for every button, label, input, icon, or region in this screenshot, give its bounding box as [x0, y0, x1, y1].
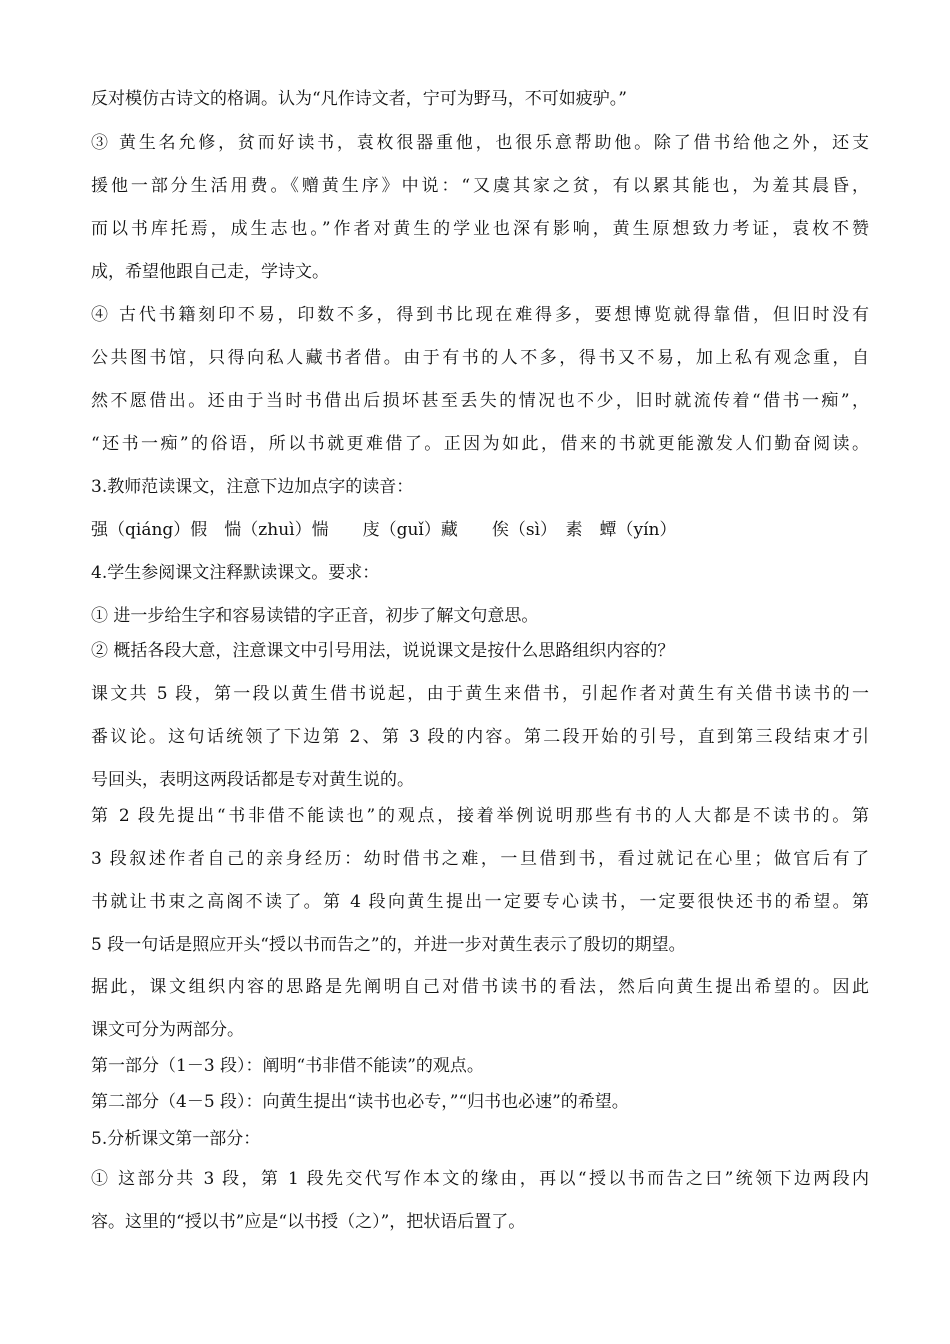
text-line: ③ 黄生名允修，贫而好读书，袁枚很器重他，也很乐意帮助他。除了借书给他之外，还支: [91, 133, 869, 153]
text-line: 第 2 段先提出“书非借不能读也”的观点，接着举例说明那些有书的人大都是不读书的。第: [91, 806, 869, 826]
text-line: ① 进一步给生字和容易读错的字正音，初步了解文句意思。: [91, 606, 539, 626]
text-line: 容。这里的“授以书”应是“以书授（之）”，把状语后置了。: [91, 1212, 526, 1232]
text-line: 5 段一句话是照应开头“授以书而告之”的，并进一步对黄生表示了殷切的期望。: [91, 935, 686, 955]
text-line: 援他一部分生活用费。《赠黄生序》中说：“又虞其家之贫，有以累其能也，为羞其晨昏，: [91, 176, 869, 196]
text-line: 书就让书束之高阁不读了。第 4 段向黄生提出一定要专心读书，一定要很快还书的希望。第: [91, 892, 869, 912]
text-line: ④ 古代书籍刻印不易，印数不多，得到书比现在难得多，要想博览就得靠借，但旧时没有: [91, 305, 869, 325]
text-line: ② 概括各段大意，注意课文中引号用法，说说课文是按什么思路组织内容的？: [91, 641, 675, 661]
text-line: 第一部分（1－3 段）：阐明“书非借不能读”的观点。: [91, 1056, 484, 1076]
text-line: 公共图书馆，只得向私人藏书者借。由于有书的人不多，得书又不易，加上私有观念重，自: [91, 348, 869, 368]
text-line: 反对模仿古诗文的格调。认为“凡作诗文者，宁可为野马，不可如疲驴。”: [91, 89, 627, 109]
text-line: 课文共 5 段，第一段以黄生借书说起，由于黄生来借书，引起作者对黄生有关借书读书的一: [91, 684, 869, 704]
text-line: 4.学生参阅课文注释默读课文。要求：: [91, 563, 380, 583]
text-line: 成，希望他跟自己走，学诗文。: [91, 262, 329, 282]
text-line: 据此，课文组织内容的思路是先阐明自己对借书读书的看法，然后向黄生提出希望的。因此: [91, 977, 869, 997]
pinyin-line: 强（qiáng）假 惴（zhuì）惴 庋（guǐ）藏 俟（sì） 素 蟫（yín）: [91, 520, 677, 540]
text-line: 3 段叙述作者自己的亲身经历：幼时借书之难，一旦借到书，看过就记在心里；做官后有了: [91, 849, 869, 869]
text-line: 第二部分（4－5 段）：向黄生提出“读书也必专，”“归书也必速”的希望。: [91, 1092, 629, 1112]
text-line: 课文可分为两部分。: [91, 1020, 244, 1040]
text-line: 然不愿借出。还由于当时书借出后损坏甚至丢失的情况也不少，旧时就流传着“借书一痴”，: [91, 391, 869, 411]
text-line: ① 这部分共 3 段，第 1 段先交代写作本文的缘由，再以“授以书而告之曰”统领下边两段内: [91, 1169, 869, 1189]
text-line: 3.教师范读课文，注意下边加点字的读音：: [91, 477, 414, 497]
text-line: 号回头，表明这两段话都是专对黄生说的。: [91, 770, 414, 790]
text-line: “还书一痴”的俗语，所以书就更难借了。正因为如此，借来的书就更能激发人们勤奋阅读。: [91, 434, 869, 454]
text-line: 而以书库托焉，成生志也。”作者对黄生的学业也深有影响，黄生原想致力考证，袁枚不赞: [91, 219, 869, 239]
text-line: 5.分析课文第一部分：: [91, 1129, 261, 1149]
text-line: 番议论。这句话统领了下边第 2、第 3 段的内容。第二段开始的引号，直到第三段结束才引: [91, 727, 869, 747]
